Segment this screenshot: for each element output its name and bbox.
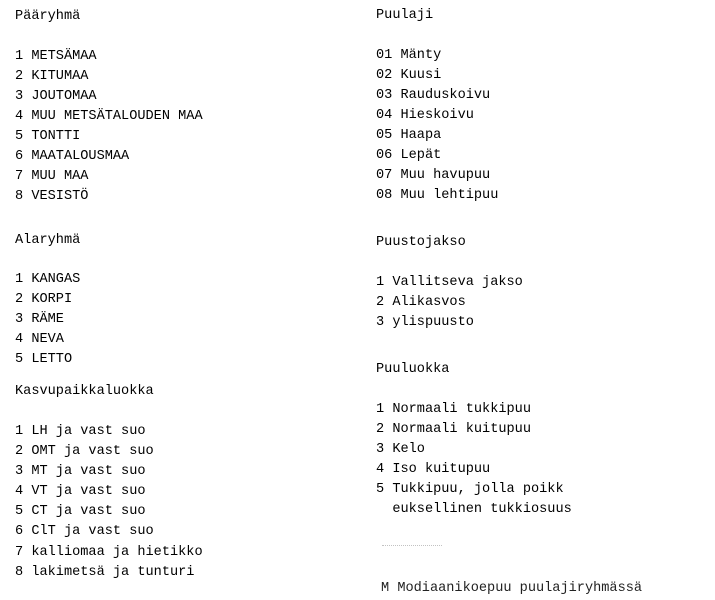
- faint-scan-artifact: [382, 545, 442, 550]
- puuluokka-item: 1 Normaali tukkipuu: [376, 402, 531, 417]
- kasvupaikkaluokka-item: 2 OMT ja vast suo: [15, 444, 154, 459]
- kasvupaikkaluokka-item: 5 CT ja vast suo: [15, 504, 146, 519]
- paaryhma-title: Pääryhmä: [15, 9, 81, 24]
- alaryhma-item: 1 KANGAS: [15, 272, 81, 287]
- paaryhma-item: 4 MUU METSÄTALOUDEN MAA: [15, 109, 203, 124]
- alaryhma-item: 5 LETTO: [15, 352, 73, 367]
- paaryhma-item: 1 METSÄMAA: [15, 49, 97, 64]
- puulaji-item: 02 Kuusi: [376, 68, 442, 83]
- kasvupaikkaluokka-item: 7 kalliomaa ja hietikko: [15, 545, 203, 560]
- puulaji-item: 06 Lepät: [376, 148, 442, 163]
- puulaji-item: 05 Haapa: [376, 128, 442, 143]
- paaryhma-item: 3 JOUTOMAA: [15, 89, 97, 104]
- footnote: M Modiaanikoepuu puulajiryhmässä: [381, 581, 643, 596]
- kasvupaikkaluokka-item: 1 LH ja vast suo: [15, 424, 146, 439]
- puustojakso-item: 1 Vallitseva jakso: [376, 275, 523, 290]
- puulaji-title: Puulaji: [376, 8, 434, 23]
- puustojakso-item: 2 Alikasvos: [376, 295, 466, 310]
- paaryhma-item: 8 VESISTÖ: [15, 189, 89, 204]
- alaryhma-item: 3 RÄME: [15, 312, 64, 327]
- puulaji-item: 07 Muu havupuu: [376, 168, 491, 183]
- paaryhma-item: 7 MUU MAA: [15, 169, 89, 184]
- kasvupaikkaluokka-item: 4 VT ja vast suo: [15, 484, 146, 499]
- puuluokka-item: 2 Normaali kuitupuu: [376, 422, 531, 437]
- puulaji-item: 04 Hieskoivu: [376, 108, 474, 123]
- alaryhma-item: 4 NEVA: [15, 332, 64, 347]
- puustojakso-item: 3 ylispuusto: [376, 315, 474, 330]
- kasvupaikkaluokka-item: 6 ClT ja vast suo: [15, 524, 154, 539]
- paaryhma-item: 6 MAATALOUSMAA: [15, 149, 130, 164]
- puuluokka-title: Puuluokka: [376, 362, 450, 377]
- puustojakso-title: Puustojakso: [376, 235, 466, 250]
- alaryhma-title: Alaryhmä: [15, 233, 81, 248]
- puulaji-item: 08 Muu lehtipuu: [376, 188, 499, 203]
- paaryhma-item: 5 TONTTI: [15, 129, 81, 144]
- alaryhma-item: 2 KORPI: [15, 292, 73, 307]
- puuluokka-item: 5 Tukkipuu, jolla poikk: [376, 482, 564, 497]
- kasvupaikkaluokka-item: 8 lakimetsä ja tunturi: [15, 565, 195, 580]
- puulaji-item: 01 Mänty: [376, 48, 442, 63]
- kasvupaikkaluokka-item: 3 MT ja vast suo: [15, 464, 146, 479]
- puuluokka-item: 3 Kelo: [376, 442, 425, 457]
- puulaji-item: 03 Rauduskoivu: [376, 88, 491, 103]
- paaryhma-item: 2 KITUMAA: [15, 69, 89, 84]
- puuluokka-item: euksellinen tukkiosuus: [376, 502, 572, 517]
- kasvupaikkaluokka-title: Kasvupaikkaluokka: [15, 384, 154, 399]
- puuluokka-item: 4 Iso kuitupuu: [376, 462, 491, 477]
